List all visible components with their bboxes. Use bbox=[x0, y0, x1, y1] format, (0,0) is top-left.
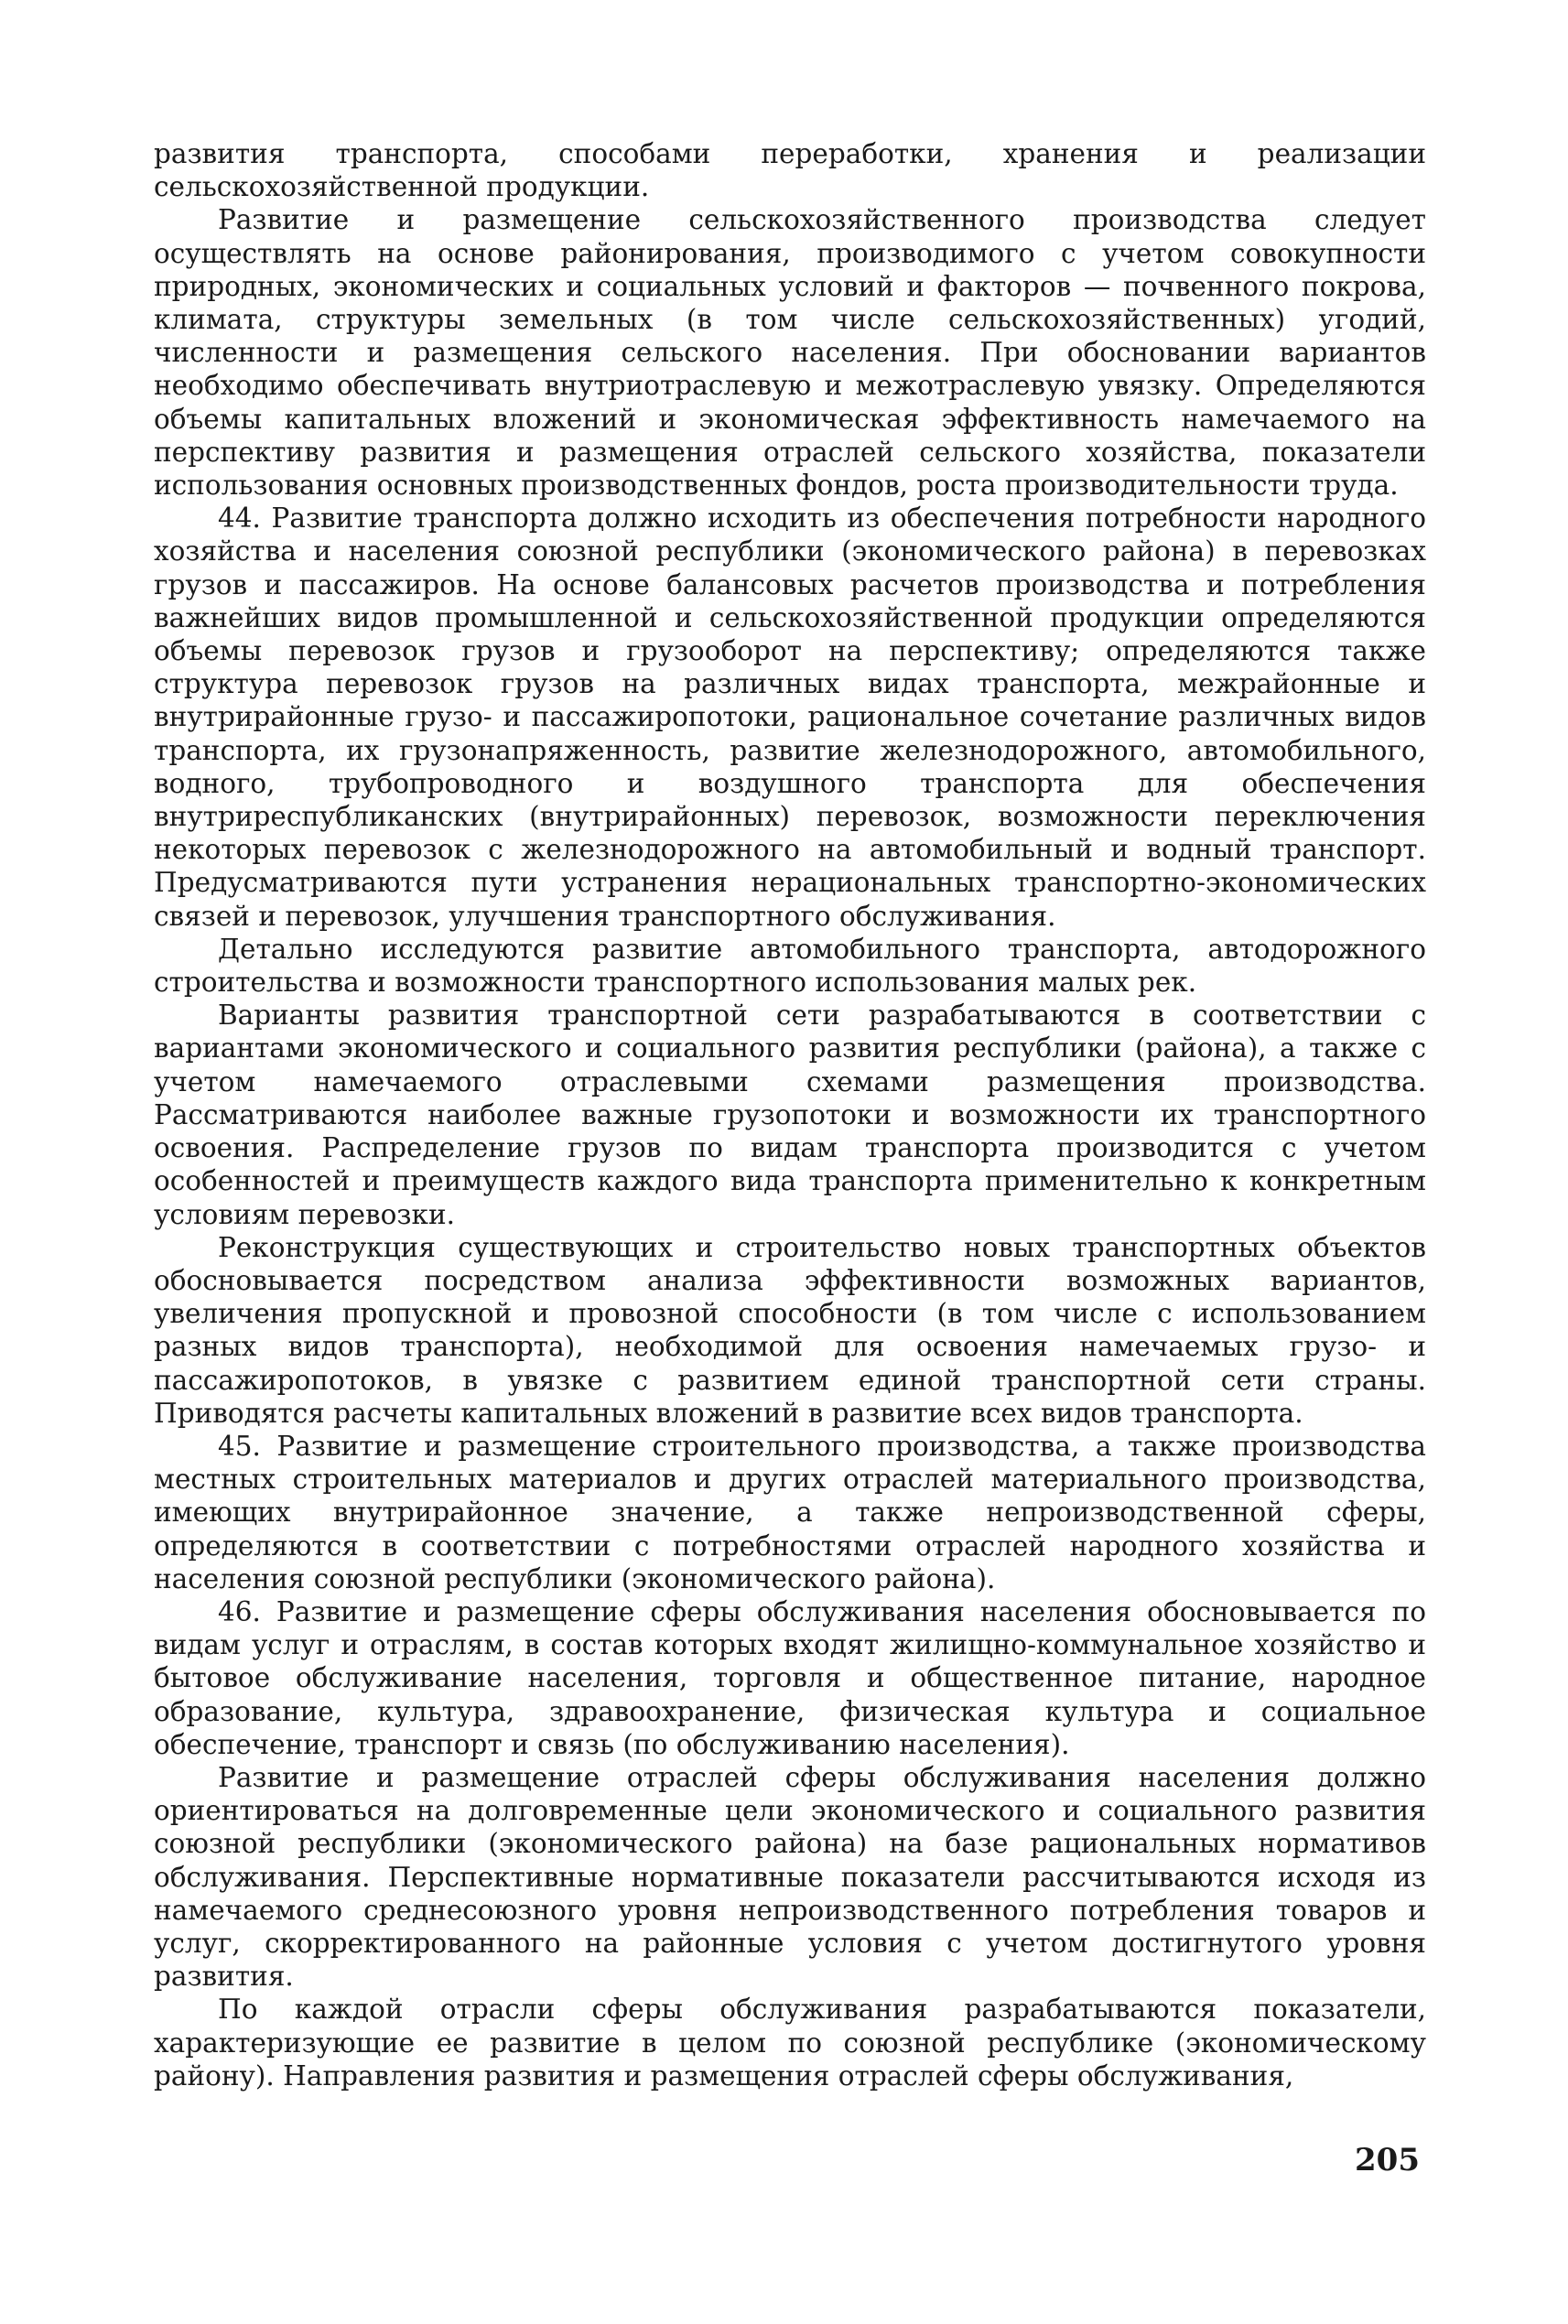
paragraph-reconstruction: Реконструкция существующих и строительство новых транспортных объектов обосновывается посредством анализа эффективности возможных вариантов, увеличения пропускной и провозной способности (в том числе с использованием разных видов транспорта), необходимой для освоения намечаемых грузо- и пассажиропотоков, в увязке с развитием единой транспортной сети страны. Приводятся расчеты капитальных вложений в развитие всех видов транспорта. bbox=[154, 1231, 1426, 1429]
paragraph-agriculture: Развитие и размещение сельскохозяйственного производства следует осуществлять на основе районирования, производимого с учетом совокупности природных, экономических и социальных условий и факторов — почвенного покрова, климата, структуры земельных (в том числе сельскохозяйственных) угодий, численности и размещения сельского населения. При обосновании вариантов необходимо обеспечивать внутриотраслевую и межотраслевую увязку. Определяются объемы капитальных вложений и экономическая эффективность намечаемого на перспективу развития и размещения отраслей сельского хозяйства, показатели использования основных производственных фондов, роста производительности труда. bbox=[154, 204, 1426, 502]
paragraph-services-orientation: Развитие и размещение отраслей сферы обслуживания населения должно ориентироваться на долговременные цели экономического и социального развития союзной республики (экономического района) на базе рациональных нормативов обслуживания. Перспективные нормативные показатели рассчитываются исходя из намечаемого среднесоюзного уровня непроизводственного потребления товаров и услуг, скорректированного на районные условия с учетом достигнутого уровня развития. bbox=[154, 1761, 1426, 1993]
page-body bbox=[154, 137, 1426, 2092]
paragraph-44-transport: 44. Развитие транспорта должно исходить из обеспечения потребности народного хозяйства и населения союзной республики (экономического района) в перевозках грузов и пассажиров. На основе балансовых расчетов производства и потребления важнейших видов промышленной и сельскохозяйственной продукции определяются объемы перевозок грузов и грузооборот на перспективу; определяются также структура перевозок грузов на различных видах транспорта, межрайонные и внутрирайонные грузо- и пассажиропотоки, рациональное сочетание различных видов транспорта, их грузонапряженность, развитие железнодорожного, автомобильного, водного, трубопроводного и воздушного транспорта для обеспечения внутриреспубликанских (внутрирайонных) перевозок, возможности переключения некоторых перевозок с железнодорожного на автомобильный и водный транспорт. Предусматриваются пути устранения нерациональных транспортно-экономических связей и перевозок, улучшения транспортного обслуживания. bbox=[154, 503, 1426, 932]
paragraph-services-indicators: По каждой отрасли сферы обслуживания разрабатываются показатели, характеризующие ее развитие в целом по союзной республике (экономическому району). Направления развития и размещения отраслей сферы обслуживания, bbox=[154, 1994, 1426, 2092]
paragraph-45-construction: 45. Развитие и размещение строительного производства, а также производства местных строительных материалов и других отраслей материального производства, имеющих внутрирайонное значение, а также непроизводственной сферы, определяются в соответствии с потребностями отраслей народного хозяйства и населения союзной республики (экономического района). bbox=[154, 1430, 1426, 1594]
paragraph-46-services: 46. Развитие и размещение сферы обслуживания населения обосновывается по видам услуг и отраслям, в состав которых входят жилищно-коммунальное хозяйство и бытовое обслуживание населения, торговля и общественное питание, народное образование, культура, здравоохранение, физическая культура и социальное обеспечение, транспорт и связь (по обслуживанию населения). bbox=[154, 1595, 1426, 1760]
paragraph-intro-continuation: развития транспорта, способами переработки, хранения и реализации сельскохозяйственной продукции. bbox=[154, 138, 1426, 203]
page-number: 205 bbox=[1355, 2142, 1420, 2178]
paragraph-road-transport: Детально исследуются развитие автомобильного транспорта, автодорожного строительства и возможности транспортного использования малых рек. bbox=[154, 933, 1426, 999]
paragraph-network-variants: Варианты развития транспортной сети разрабатываются в соответствии с вариантами экономического и социального развития республики (района), а также с учетом намечаемого отраслевыми схемами размещения производства. Рассматриваются наиболее важные грузопотоки и возможности их транспортного освоения. Распределение грузов по видам транспорта производится с учетом особенностей и преимуществ каждого вида транспорта применительно к конкретным условиям перевозки. bbox=[154, 1000, 1426, 1230]
